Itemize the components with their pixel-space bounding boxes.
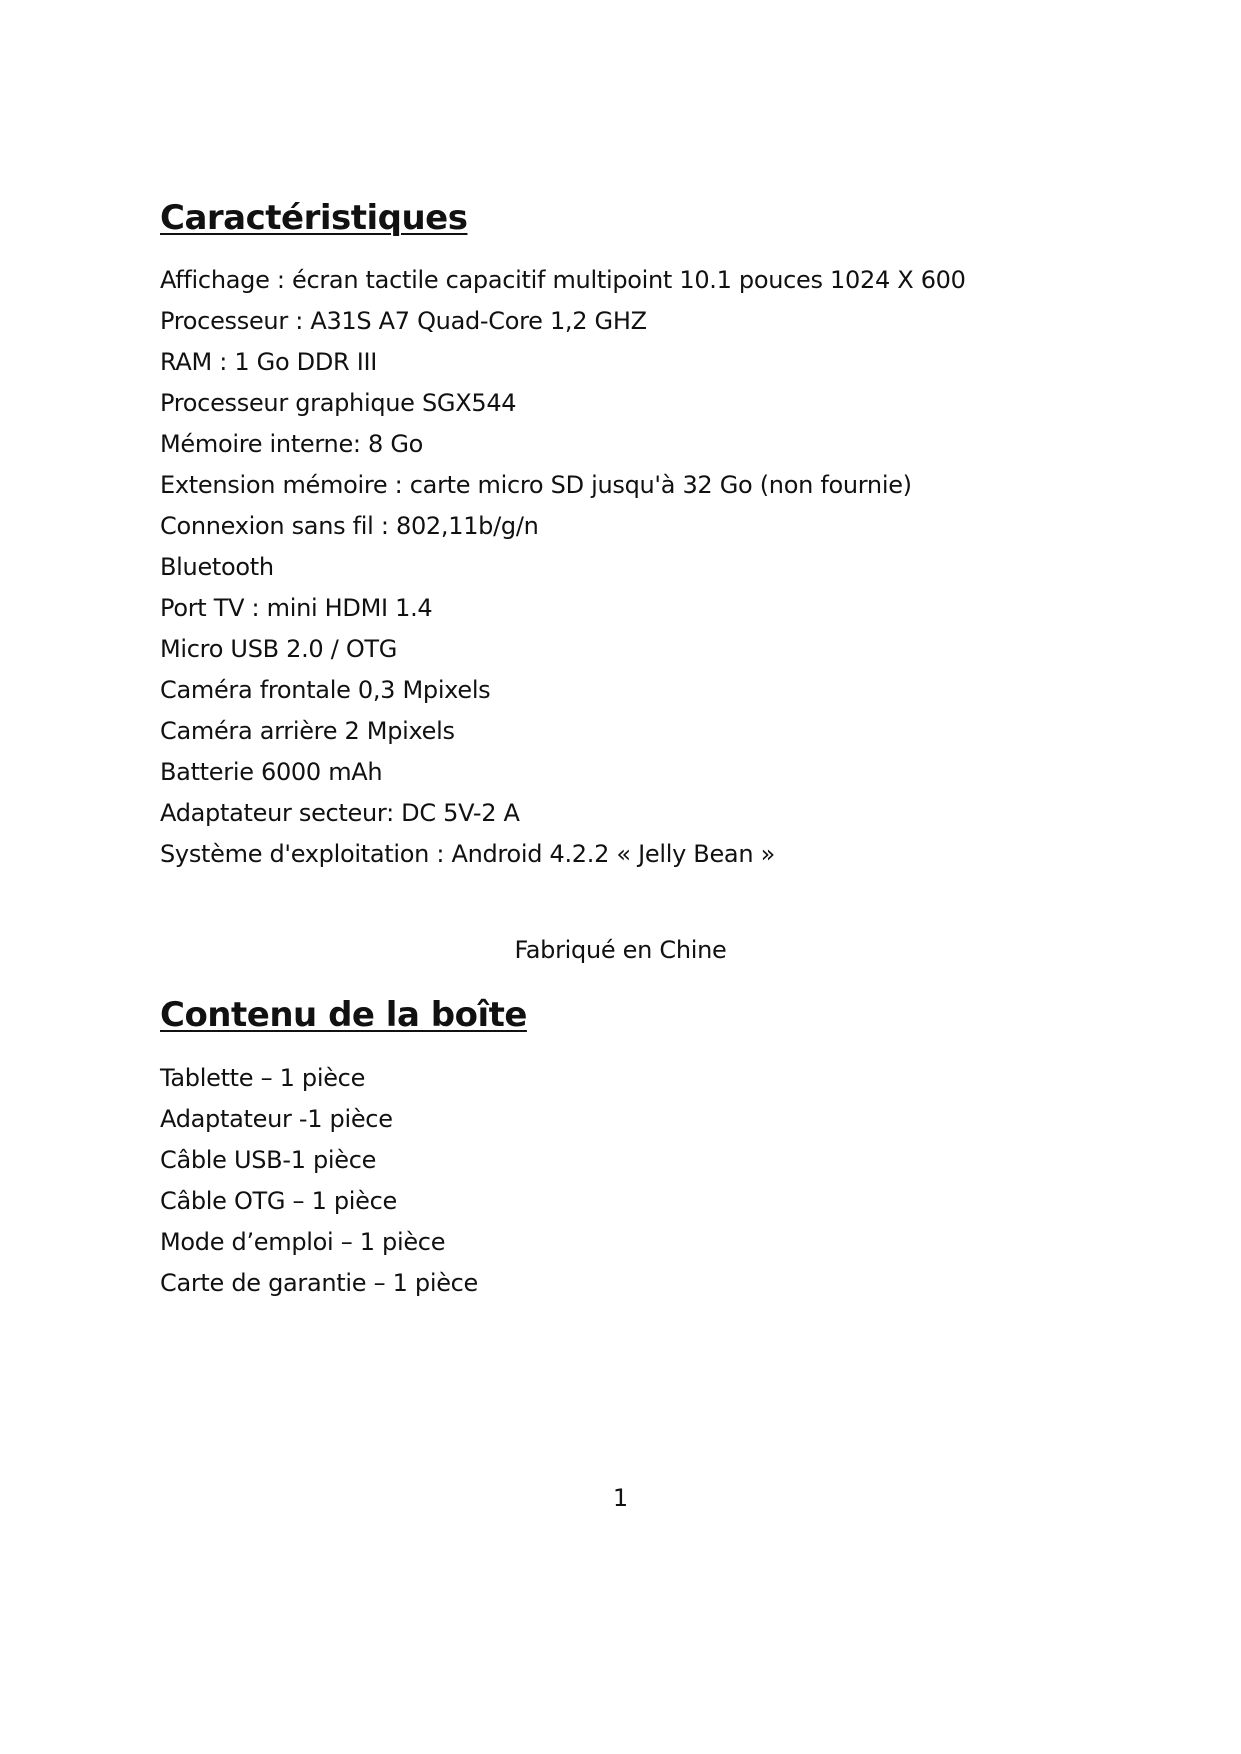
spec-item-usb: Micro USB 2.0 / OTG — [160, 635, 398, 663]
spec-item-processor: Processeur : A31S A7 Quad-Core 1,2 GHZ — [160, 307, 647, 335]
specs-heading: Caractéristiques — [160, 198, 468, 238]
spec-item-os: Système d'exploitation : Android 4.2.2 « Jelly Bean » — [160, 840, 775, 868]
spec-item-wireless: Connexion sans fil : 802,11b/g/n — [160, 512, 539, 540]
box-contents-list — [160, 1058, 478, 1304]
spec-item-ram: RAM : 1 Go DDR III — [160, 348, 378, 376]
box-item-usb-cable: Câble USB-1 pièce — [160, 1146, 377, 1174]
spec-item-storage: Mémoire interne: 8 Go — [160, 430, 424, 458]
spec-item-front-camera: Caméra frontale 0,3 Mpixels — [160, 676, 491, 704]
spec-item-power-adapter: Adaptateur secteur: DC 5V-2 A — [160, 799, 520, 827]
box-item-tablet: Tablette – 1 pièce — [160, 1064, 366, 1092]
box-item-warranty-card: Carte de garantie – 1 pièce — [160, 1269, 479, 1297]
box-item-adapter: Adaptateur -1 pièce — [160, 1105, 393, 1133]
box-item-manual: Mode d’emploi – 1 pièce — [160, 1228, 446, 1256]
made-in-label: Fabriqué en Chine — [514, 936, 727, 964]
page-number: 1 — [612, 1484, 629, 1512]
spec-item-rear-camera: Caméra arrière 2 Mpixels — [160, 717, 455, 745]
spec-item-gpu: Processeur graphique SGX544 — [160, 389, 517, 417]
spec-item-display: Affichage : écran tactile capacitif multipoint 10.1 pouces 1024 X 600 — [160, 266, 966, 294]
spec-item-tv-port: Port TV : mini HDMI 1.4 — [160, 594, 433, 622]
spec-item-battery: Batterie 6000 mAh — [160, 758, 383, 786]
box-contents-heading: Contenu de la boîte — [160, 995, 527, 1035]
spec-item-memory-extension: Extension mémoire : carte micro SD jusqu'à 32 Go (non fournie) — [160, 471, 912, 499]
spec-item-bluetooth: Bluetooth — [160, 553, 274, 581]
box-item-otg-cable: Câble OTG – 1 pièce — [160, 1187, 397, 1215]
specs-list — [160, 260, 966, 875]
